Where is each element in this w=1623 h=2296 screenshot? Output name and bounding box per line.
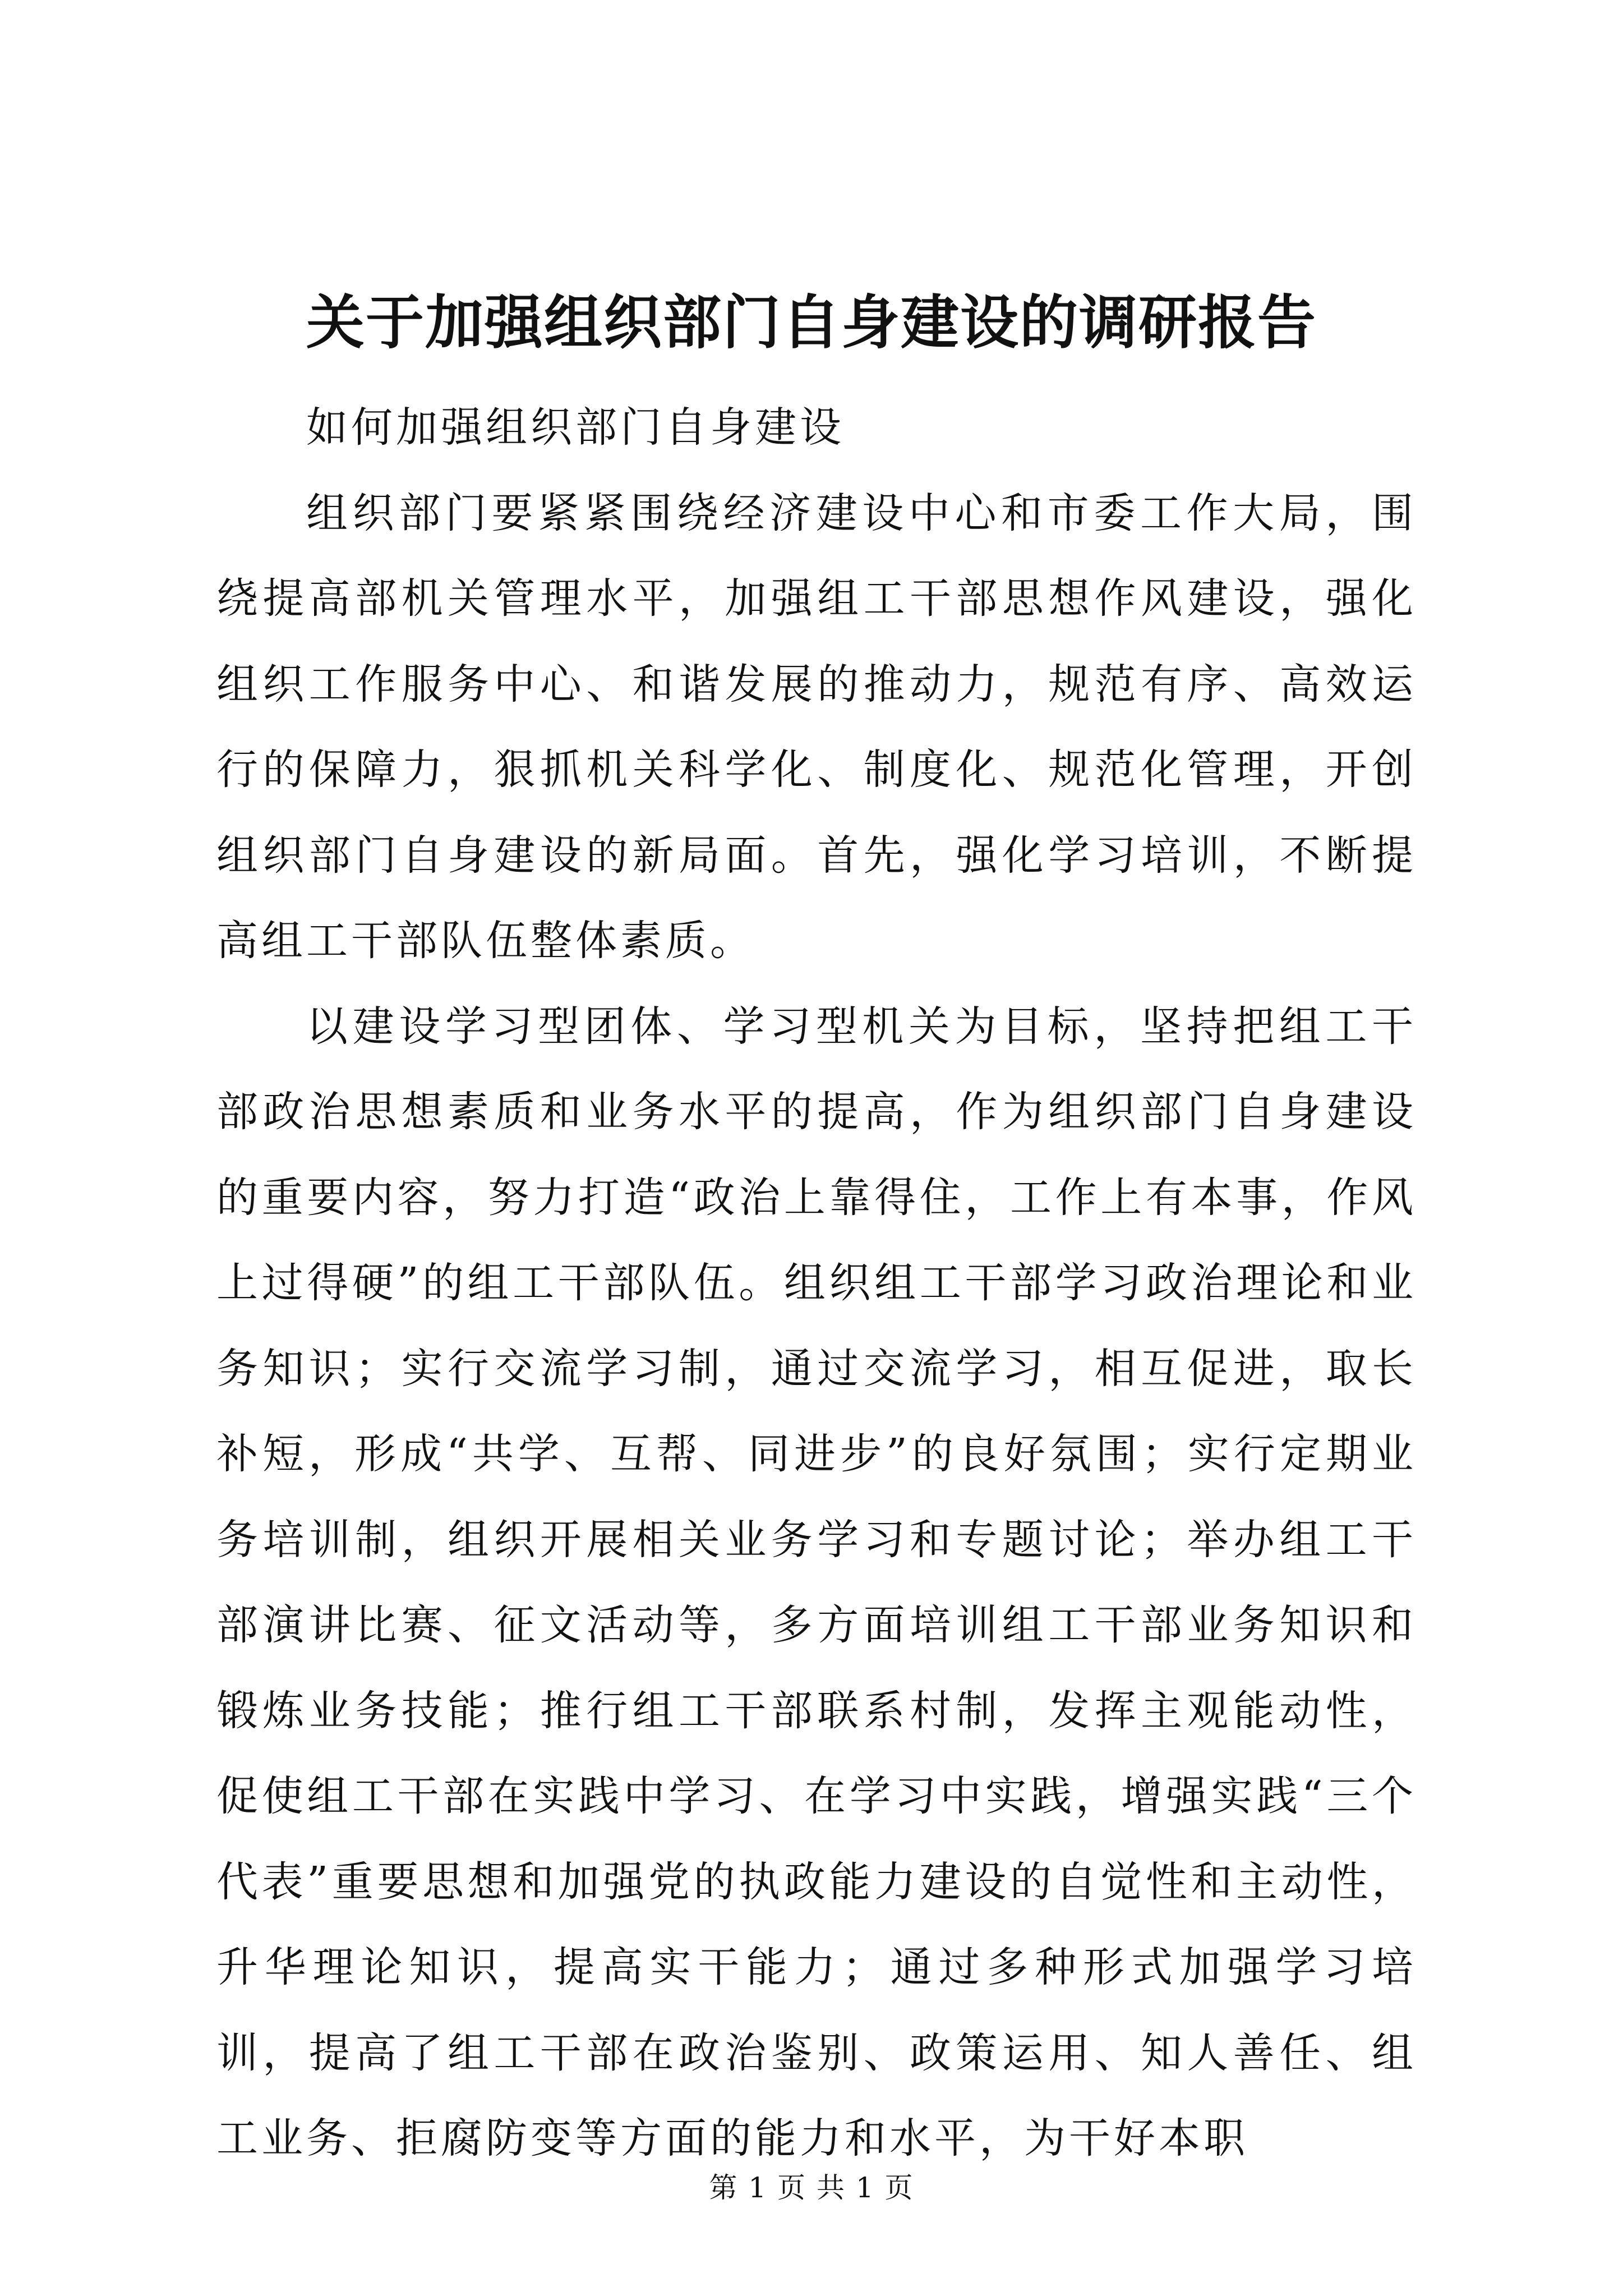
subtitle-paragraph: 如何加强组织部门自身建设 [306, 403, 845, 452]
page-footer: 第 1 页 共 1 页 [709, 2171, 914, 2204]
body-paragraph: 组织部门要紧紧围绕经济建设中心和市委工作大局，围绕提高部机关管理水平，加强组工干部思想作风建设，强化组织工作服务中心、和谐发展的推动力，规范有序、高效运行的保障力，狠抓机关科学化、制度化、规范化管理，开创组织部门自身建设的新局面。首先，强化学习培训，不断提高组工干部队伍整体素质。 [216, 489, 1417, 965]
document-title: 关于加强组织部门自身建设的调研报告 [306, 288, 1317, 357]
document-body [216, 385, 1417, 2182]
body-paragraph: 以建设学习型团体、学习型机关为目标，坚持把组工干部政治思想素质和业务水平的提高，作为组织部门自身建设的重要内容，努力打造“政治上靠得住，工作上有本事，作风上过得硬”的组工干部队伍。组织组工干部学习政治理论和业务知识；实行交流学习制，通过交流学习，相互促进，取长补短，形成“共学、互帮、同进步”的良好氛围；实行定期业务培训制，组织开展相关业务学习和专题讨论；举办组工干部演讲比赛、征文活动等，多方面培训组工干部业务知识和锻炼业务技能；推行组工干部联系村制，发挥主观能动性，促使组工干部在实践中学习、在学习中实践，增强实践“三个代表”重要思想和加强党的执政能力建设的自觉性和主动性，升华理论知识，提高实干能力；通过多种形式加强学习培训，提高了组工干部在政治鉴别、政策运用、知人善任、组工业务、拒腐防变等方面的能力和水平，为干好本职 [216, 1002, 1417, 2162]
